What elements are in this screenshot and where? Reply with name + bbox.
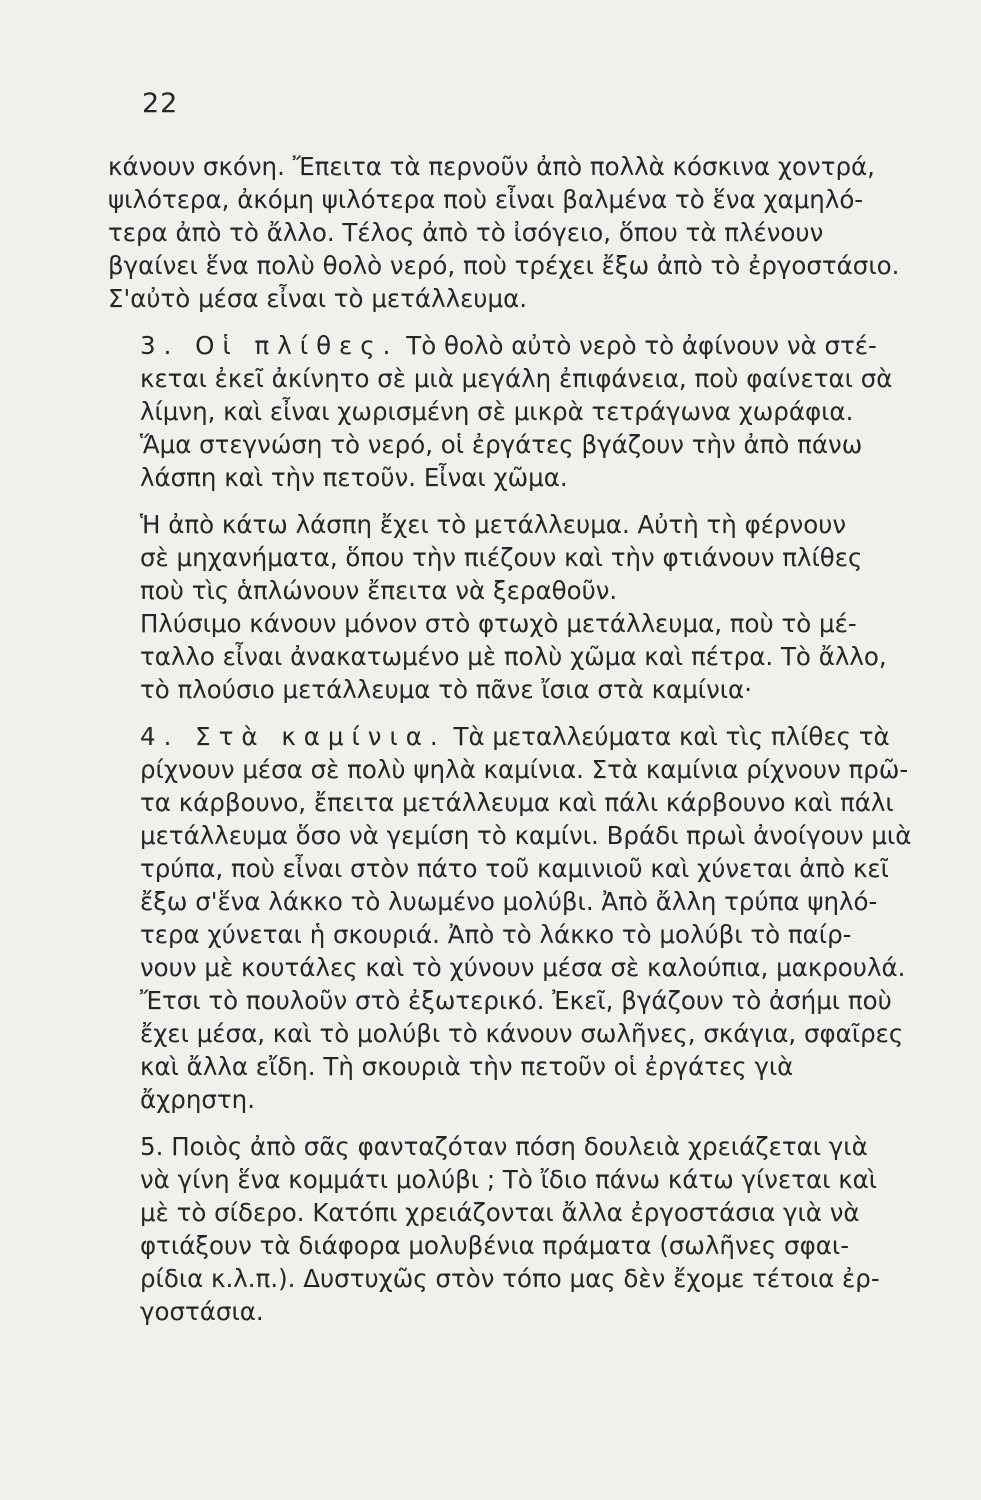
text-line: τερα ἀπὸ τὸ ἄλλο. Τέλος ἀπὸ τὸ ἰσόγειο, ὅπου τὰ πλένουν [108, 218, 824, 247]
text-line: γοστάσια. [140, 1297, 264, 1326]
text-line: Ἡ ἀπὸ κάτω λάσπη ἔχει τὸ μετάλλευμα. Αὐτὴ τὴ φέρνουν [140, 510, 847, 539]
page-number: 22 [142, 88, 179, 119]
text-line: βγαίνει ἕνα πολὺ θολὸ νερό, ποὺ τρέχει ἔξω ἀπὸ τὸ ἐργοστάσιο. [108, 251, 900, 280]
text-line [108, 1130, 962, 1163]
text-line [108, 720, 962, 753]
text-span: Τὸ θολὸ αὐτὸ νερὸ τὸ ἀφίνουν νὰ στέ- [406, 331, 877, 360]
text-line: ψιλότερα, ἀκόμη ψιλότερα ποὺ εἶναι βαλμένα τὸ ἕνα χαμηλό- [108, 185, 864, 214]
text-line: τὸ πλούσιο μετάλλευμα τὸ πᾶνε ἴσια στὰ καμίνια· [140, 675, 752, 704]
paragraph [108, 508, 962, 607]
text-line: νουν μὲ κουτάλες καὶ τὸ χύνουν μέσα σὲ καλούπια, μακρουλά. [140, 953, 906, 982]
text-line: νὰ γίνη ἕνα κομμάτι μολύβι ; Τὸ ἴδιο πάνω κάτω γίνεται καὶ [140, 1165, 878, 1194]
text-line: ἄχρηστη. [140, 1085, 255, 1114]
paragraph [108, 720, 962, 1116]
text-line: Σ'αὐτὸ μέσα εἶναι τὸ μετάλλευμα. [108, 284, 528, 313]
text-line: τερα χύνεται ἡ σκουριά. Ἀπὸ τὸ λάκκο τὸ μολύβι τὸ παίρ- [140, 920, 852, 949]
text-line: κεται ἐκεῖ ἀκίνητο σὲ μιὰ μεγάλη ἐπιφάνεια, ποὺ φαίνεται σὰ [140, 364, 893, 393]
paragraph [108, 329, 962, 494]
text-line: τα κάρβουνο, ἔπειτα μετάλλευμα καὶ πάλι κάρβουνο καὶ πάλι [140, 788, 894, 817]
paragraph [108, 607, 962, 706]
section-heading: 4. Στὰ καμίνια. [140, 722, 446, 751]
text-line: καὶ ἄλλα εἴδη. Τὴ σκουριὰ τὴν πετοῦν οἱ ἐργάτες γιὰ [140, 1052, 794, 1081]
text-line: ταλλο εἶναι ἀνακατωμένο μὲ πολὺ χῶμα καὶ πέτρα. Τὸ ἄλλο, [140, 642, 887, 671]
text-line: ρίχνουν μέσα σὲ πολὺ ψηλὰ καμίνια. Στὰ καμίνια ρίχνουν πρῶ- [140, 755, 909, 784]
page-text [108, 150, 962, 1328]
text-line: Ἅμα στεγνώση τὸ νερό, οἱ ἐργάτες βγάζουν τὴν ἀπὸ πάνω [140, 430, 863, 459]
paragraph [108, 1130, 962, 1328]
text-line: σὲ μηχανήματα, ὅπου τὴν πιέζουν καὶ τὴν φτιάνουν πλίθες [140, 543, 863, 572]
text-line: ρίδια κ.λ.π.). Δυστυχῶς στὸν τόπο μας δὲν ἔχομε τέτοια ἐρ- [140, 1264, 880, 1293]
text-span: Ποιὸς ἀπὸ σᾶς φανταζόταν πόση δουλειὰ χρειάζεται γιὰ [171, 1132, 868, 1161]
text-line: μετάλλευμα ὅσο νὰ γεμίση τὸ καμίνι. Βράδι πρωὶ ἀνοίγουν μιὰ [140, 821, 912, 850]
text-line: φτιάξουν τὰ διάφορα μολυβένια πράματα (σωλῆνες σφαι- [140, 1231, 850, 1260]
text-line: ποὺ τὶς ἁπλώνουν ἔπειτα νὰ ξεραθοῦν. [140, 576, 618, 605]
paragraph [108, 150, 962, 315]
text-span: Τὰ μεταλλεύματα καὶ τὶς πλίθες τὰ [453, 722, 890, 751]
text-line: μὲ τὸ σίδερο. Κατόπι χρειάζονται ἄλλα ἐργοστάσια γιὰ νὰ [140, 1198, 860, 1227]
text-line: ἔχει μέσα, καὶ τὸ μολύβι τὸ κάνουν σωλῆνες, σκάγια, σφαῖρες [140, 1019, 904, 1048]
text-line: Πλύσιμο κάνουν μόνον στὸ φτωχὸ μετάλλευμα, ποὺ τὸ μέ- [140, 609, 857, 638]
text-line: Ἔτσι τὸ πουλοῦν στὸ ἐξωτερικό. Ἐκεῖ, βγάζουν τὸ ἀσήμι ποὺ [140, 986, 892, 1015]
text-line: κάνουν σκόνη. Ἔπειτα τὰ περνοῦν ἀπὸ πολλὰ κόσκινα χοντρά, [108, 152, 875, 181]
section-heading: 3. Οἱ πλίθες. [140, 331, 399, 360]
section-heading: 5. [140, 1132, 164, 1161]
text-line [108, 329, 962, 362]
text-line: ἔξω σ'ἕνα λάκκο τὸ λυωμένο μολύβι. Ἀπὸ ἄλλη τρύπα ψηλό- [140, 887, 878, 916]
text-line: λίμνη, καὶ εἶναι χωρισμένη σὲ μικρὰ τετράγωνα χωράφια. [140, 397, 854, 426]
text-line: τρύπα, ποὺ εἶναι στὸν πάτο τοῦ καμινιοῦ καὶ χύνεται ἀπὸ κεῖ [140, 854, 889, 883]
text-line: λάσπη καὶ τὴν πετοῦν. Εἶναι χῶμα. [140, 463, 568, 492]
